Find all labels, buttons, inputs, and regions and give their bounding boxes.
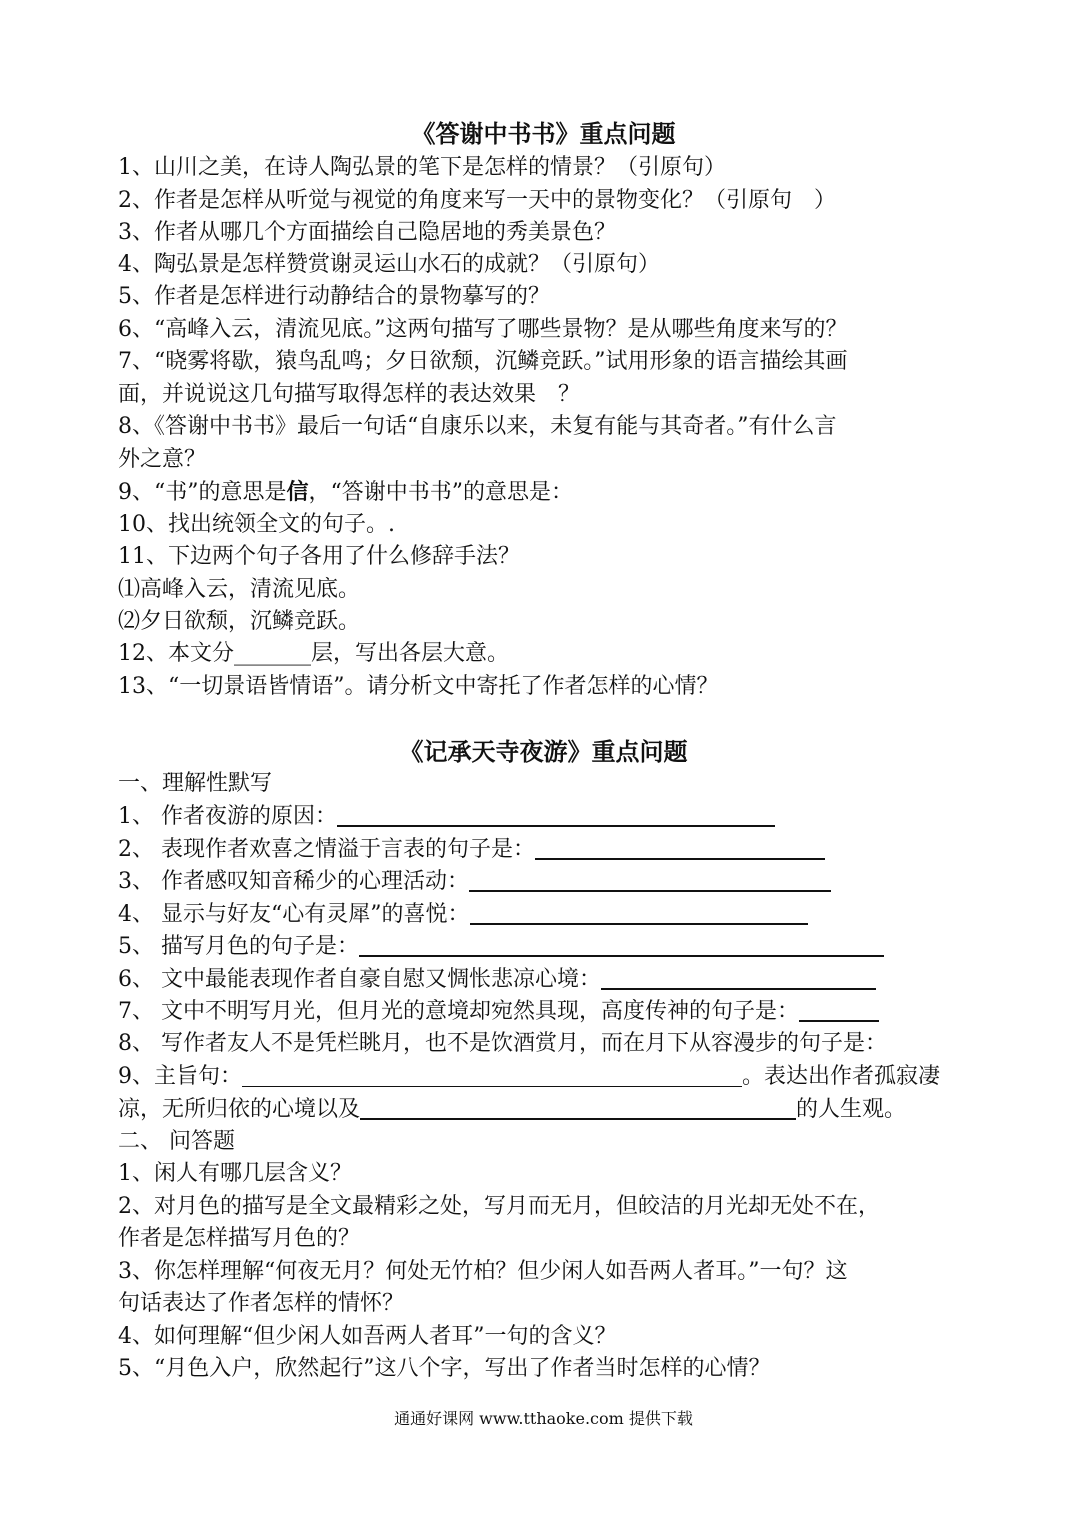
answer-blank xyxy=(337,801,775,827)
s2-fill-2-label: 2、 表现作者欢喜之情溢于言表的句子是： xyxy=(118,837,535,862)
s1-question-11-item2: ⑵夕日欲颓，沉鳞竞跃。 xyxy=(118,609,361,634)
s2-answer-2-line2: 作者是怎样描写月色的？ xyxy=(118,1226,361,1251)
s1-question-13: 13、“一切景语皆情语”。请分析文中寄托了作者怎样的心情？ xyxy=(118,674,719,699)
s1-question-10: 10、找出统领全文的句子。. xyxy=(118,512,395,537)
page-footer: 通通好课网 www.tthaoke.com 提供下载 xyxy=(394,1409,693,1428)
section2-title: 《记承天寺夜游》重点问题 xyxy=(399,737,688,766)
s1-question-11-item1: ⑴高峰入云，清流见底。 xyxy=(118,577,361,602)
s2-fill-5 xyxy=(118,931,884,963)
answer-blank xyxy=(242,1064,742,1087)
s2-fill-1 xyxy=(118,801,775,833)
s2-answer-4: 4、如何理解“但少闲人如吾两人者耳”一句的含义？ xyxy=(118,1324,617,1349)
s2-answer-2-line1: 2、对月色的描写是全文最精彩之处，写月而无月，但皎洁的月光却无处不在， xyxy=(118,1194,880,1219)
s1-question-7-line2: 面，并说说这几句描写取得怎样的表达效果 ？ xyxy=(118,382,581,407)
s2-fill-7-label: 7、 文中不明写月光，但月光的意境却宛然具现，高度传神的句子是： xyxy=(118,999,799,1024)
s2-fill-9-line1 xyxy=(118,1061,940,1093)
s2-fill-9-line2 xyxy=(118,1094,906,1126)
s2-fill-6-label: 6、 文中最能表现作者自豪自慰又惆怅悲凉心境： xyxy=(118,967,601,992)
s2-fill-4-label: 4、 显示与好友“心有灵犀”的喜悦： xyxy=(118,902,470,927)
s1-question-7-line1: 7、“晓雾将歇，猿鸟乱鸣；夕日欲颓，沉鳞竞跃。”试用形象的语言描绘其画 xyxy=(118,349,848,374)
answer-blank xyxy=(601,964,876,990)
s2-fill-9-label: 9、主旨句： xyxy=(118,1064,242,1089)
s1-question-4: 4、陶弘景是怎样赞赏谢灵运山水石的成就？（引原句） xyxy=(118,252,660,277)
s2-fill-8: 8、 写作者友人不是凭栏眺月，也不是饮酒赏月，而在月下从容漫步的句子是： xyxy=(118,1031,887,1056)
s1-question-5: 5、作者是怎样进行动静结合的景物摹写的？ xyxy=(118,284,550,309)
answer-blank xyxy=(469,866,831,892)
s1-q12-prefix: 12、本文分 xyxy=(118,641,234,666)
s2-part1-heading: 一、理解性默写 xyxy=(118,771,273,796)
s1-q9-suffix: ，“答谢中书书”的意思是： xyxy=(308,480,574,505)
s2-answer-3-line1: 3、你怎样理解“何夜无月？何处无竹柏？但少闲人如吾两人者耳。”一句？这 xyxy=(118,1259,848,1284)
s1-question-12 xyxy=(118,638,509,670)
s1-question-8-line2: 外之意？ xyxy=(118,447,207,472)
s1-question-11: 11、下边两个句子各用了什么修辞手法？ xyxy=(118,544,520,569)
s2-part2-heading: 二、 问答题 xyxy=(118,1129,235,1154)
s1-question-2: 2、作者是怎样从听觉与视觉的角度来写一天中的景物变化？（引原句 ） xyxy=(118,188,836,213)
s1-question-1: 1、山川之美，在诗人陶弘景的笔下是怎样的情景？（引原句） xyxy=(118,155,726,180)
s2-answer-1: 1、闲人有哪几层含义？ xyxy=(118,1161,352,1186)
s1-question-6: 6、“高峰入云，清流见底。”这两句描写了哪些景物？是从哪些角度来写的？ xyxy=(118,317,848,342)
s1-q9-bold-word: 信 xyxy=(286,479,309,505)
answer-blank xyxy=(799,996,879,1022)
s1-q12-suffix: 层，写出各层大意。 xyxy=(311,641,510,666)
s2-fill-7 xyxy=(118,996,879,1028)
s1-question-3: 3、作者从哪几个方面描绘自己隐居地的秀美景色？ xyxy=(118,220,616,245)
answer-blank xyxy=(535,834,825,860)
s1-q12-blank: _______ xyxy=(234,641,311,666)
answer-blank xyxy=(360,1094,796,1120)
s1-q9-prefix: 9、“书”的意思是 xyxy=(118,480,287,505)
s2-fill-9-line2-prefix: 凉，无所归依的心境以及 xyxy=(118,1097,361,1122)
s1-question-8-line1: 8、《答谢中书书》最后一句话“自康乐以来，未复有能与其奇者。”有什么言 xyxy=(118,414,837,439)
section1-title: 《答谢中书书》重点问题 xyxy=(411,119,676,148)
s2-fill-9-mid: 。表达出作者孤寂凄 xyxy=(742,1064,941,1089)
s2-fill-4 xyxy=(118,899,808,931)
s2-answer-3-line2: 句话表达了作者怎样的情怀？ xyxy=(118,1291,405,1316)
s2-fill-3 xyxy=(118,866,831,898)
s2-fill-1-label: 1、 作者夜游的原因： xyxy=(118,804,337,829)
s2-answer-5: 5、“月色入户，欣然起行”这八个字，写出了作者当时怎样的心情？ xyxy=(118,1356,771,1381)
s2-fill-3-label: 3、 作者感叹知音稀少的心理活动： xyxy=(118,869,469,894)
s2-fill-9-line2-suffix: 的人生观。 xyxy=(796,1097,907,1122)
s2-fill-2 xyxy=(118,834,825,866)
s2-fill-6 xyxy=(118,964,876,996)
answer-blank xyxy=(470,899,808,925)
s2-fill-5-label: 5、 描写月色的句子是： xyxy=(118,934,359,959)
s1-question-9 xyxy=(118,476,573,509)
answer-blank xyxy=(359,931,884,957)
